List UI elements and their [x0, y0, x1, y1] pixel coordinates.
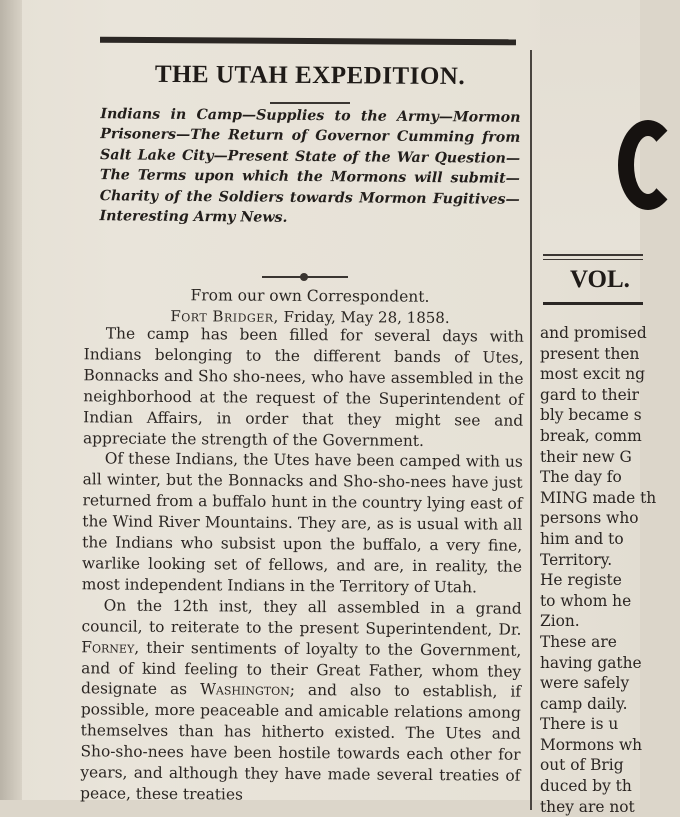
name-forney: Forney: [81, 637, 135, 657]
paragraph-3-part-b: , their sentiments of loyalty to the Government, and of kind feeling to their Great Father, whom they designate as: [80, 638, 522, 699]
right-column-line: they are not: [540, 797, 635, 816]
masthead-letter-fragment: [618, 120, 678, 210]
paragraph-1: The camp has been filled for several days with Indians belonging to the different bands of Utes, Bonnacks and Sho sho-nees, who have assembled in the neighborhood at the request of the Superintendent of Indian Affairs, in order that they might see and appreciate the strength of the Government.: [82, 324, 524, 450]
deck-ornament-rule: [262, 276, 348, 278]
right-column-line: having gathe: [540, 653, 642, 672]
right-column-line: out of Brig: [540, 756, 624, 775]
right-column-line: present then: [540, 344, 640, 363]
right-column-line: These are: [540, 632, 617, 651]
paragraph-2: Of these Indians, the Utes have been camped with us all winter, but the Bonnacks and Sho-sho-nees have just returned from a buffalo hunt in the country lying east of the Wind River Mountains. They are, as is usual with all the Indians who subsist upon the buffalo, a very fine, warlike looking set of fellows, and are, in reality, the most independent Indians in the Territory of Utah.: [81, 449, 523, 597]
right-column-header-area: [540, 0, 640, 250]
right-column-line: MING made th: [540, 488, 657, 507]
right-column-line: most excit ng: [540, 365, 646, 384]
masthead-rule-top: [543, 254, 643, 256]
right-column-text: [540, 323, 680, 817]
right-column-line: Zion.: [540, 612, 580, 631]
right-column-line: Territory.: [540, 550, 613, 569]
right-column-line: There is u: [540, 715, 619, 734]
byline: From our own Correspondent.: [190, 286, 430, 306]
page-edge-strip: [0, 0, 22, 800]
right-column-line: camp daily.: [540, 694, 628, 713]
right-column-line: him and to: [540, 529, 624, 548]
right-column-line: to whom he: [540, 591, 632, 610]
dateline-date: Friday, May 28, 1858.: [278, 307, 450, 327]
article-headline: THE UTAH EXPEDITION.: [154, 60, 466, 91]
paragraph-3-part-c: ; and also to establish, if possible, more peaceable and amicable relations among themselves than has hitherto existed. The Utes and Sho-sho-nees have been hostile towards each other for years, and although they have made several treaties of peace, these treaties: [80, 681, 522, 804]
column-divider: [530, 50, 532, 810]
right-column-line: bly became s: [540, 406, 642, 425]
article-deck: Indians in Camp—Supplies to the Army—Mormon Prisoners—The Return of Governor Cumming from Salt Lake City—Present State of the War Question—The Terms upon which the Mormons will submit—Charity of the Soldiers towards Mormon Fugitives—Interesting Army News.: [99, 106, 521, 226]
right-column-line: were safely: [540, 674, 630, 693]
right-column-line: gard to their: [540, 385, 639, 404]
article-body: [80, 323, 524, 807]
masthead-rule-bottom: [543, 302, 643, 305]
right-column-line: break, comm: [540, 426, 642, 445]
right-column-line: and promised: [540, 324, 647, 342]
right-column-line: He registe: [540, 571, 622, 590]
volume-label: VOL.: [570, 266, 630, 293]
paragraph-3: [80, 595, 522, 808]
column-top-rule: [100, 37, 516, 46]
dateline-place: Fort Bridger,: [170, 307, 279, 326]
right-column-line: Mormons wh: [540, 735, 643, 754]
name-washington: Washington: [200, 680, 290, 700]
right-column-line: The day fo: [540, 468, 622, 487]
headline-rule: [270, 102, 350, 104]
right-column-line: duced by th: [540, 777, 632, 796]
right-column-line: persons who: [540, 509, 639, 528]
masthead-rule-top-thin: [543, 259, 643, 260]
right-column-line: their new G: [540, 447, 632, 466]
paragraph-3-part-a: On the 12th inst, they all assembled in a grand council, to reiterate to the present Superintendent, Dr.: [81, 596, 522, 639]
